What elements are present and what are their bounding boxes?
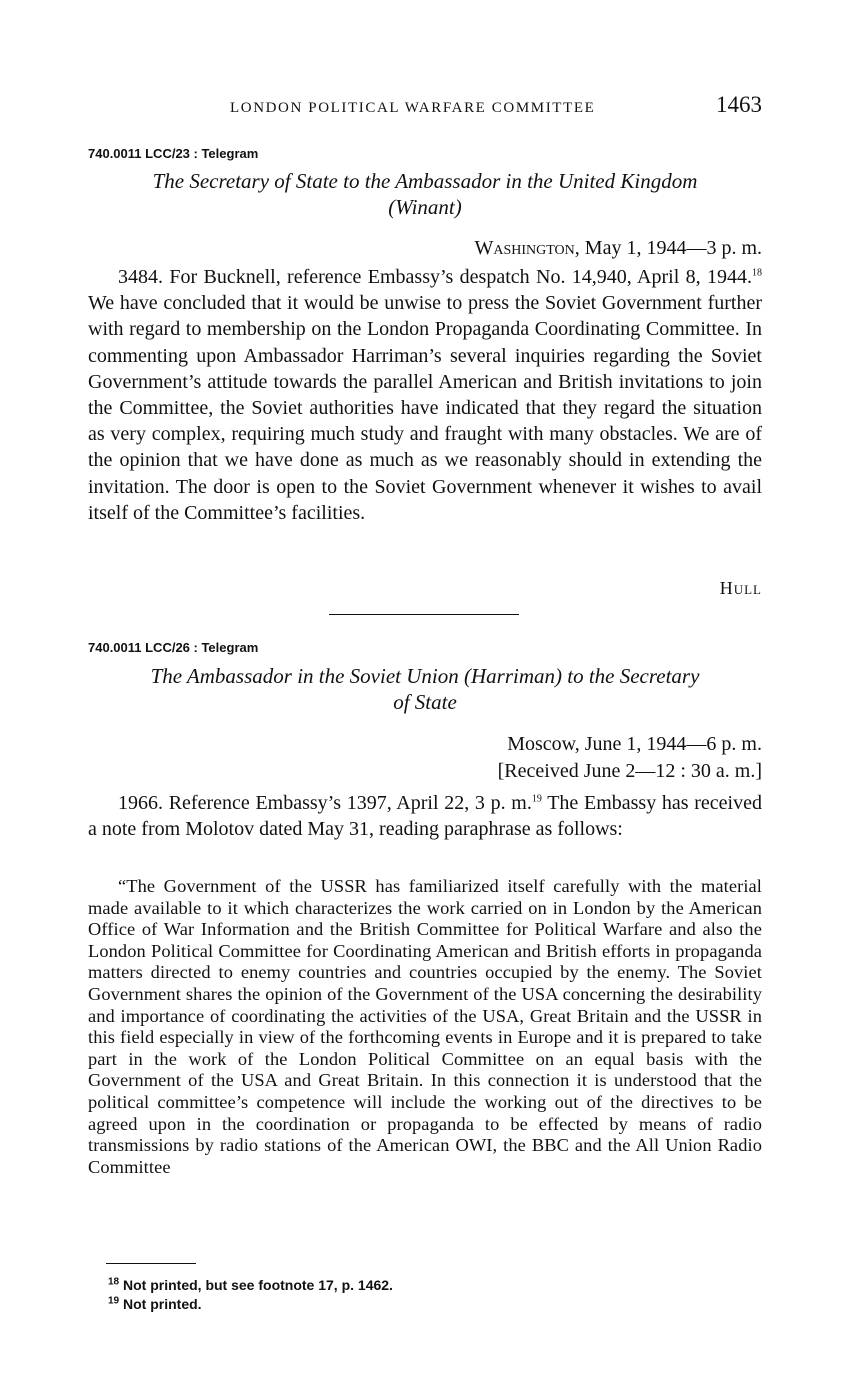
footnote-divider — [106, 1263, 196, 1264]
title-line: The Secretary of State to the Ambassador in the United Kingdom — [152, 169, 698, 193]
paragraph-text: The Embassy has received a note from Molotov dated May 31, reading paraphrase as follows: — [88, 792, 762, 841]
running-header — [88, 92, 762, 128]
body-paragraph — [88, 790, 762, 842]
dateline: Moscow, June 1, 1944—6 p. m. — [507, 733, 762, 755]
footnote-text: Not printed. — [119, 1296, 202, 1312]
title-line: The Ambassador in the Soviet Union (Harriman) to the Secretary — [150, 664, 700, 688]
paragraph-text: 3484. For Bucknell, reference Embassy’s despatch No. 14,940, April 8, 1944. — [118, 266, 752, 288]
paragraph-text: 1966. Reference Embassy’s 1397, April 22, 3 p. m. — [118, 792, 532, 814]
title-line: of State — [393, 690, 457, 714]
body-paragraph — [88, 264, 762, 526]
title-line: (Winant) — [388, 195, 462, 219]
dateline-date: , May 1, 1944—3 p. m. — [574, 237, 762, 259]
footnote — [108, 1277, 393, 1293]
dateline-place: Washington — [474, 237, 575, 259]
document-title — [88, 168, 762, 220]
footnote-number: 18 — [108, 1276, 120, 1288]
footnote — [108, 1296, 202, 1312]
document-title — [88, 663, 762, 715]
footnote-ref: 18 — [752, 267, 762, 279]
footnote-text: Not printed, but see footnote 17, p. 1462. — [119, 1277, 393, 1293]
footnote-number: 19 — [108, 1295, 120, 1307]
file-number: 740.0011 LCC/23 : Telegram — [88, 146, 259, 161]
quoted-note: “The Government of the USSR has familiarized itself carefully with the material made available to it which characterizes the work carried on in London by the American Office of War Information and the British Committee for Political Warfare and also the London Political Committee for Coordinating American and British efforts in propaganda matters directed to enemy countries and countries occupied by the enemy. The Soviet Government shares the opinion of the Government of the USA concerning the desirability and importance of coordinating the activities of the USA, Great Britain and the USSR in this field especially in view of the forthcoming events in Europe and it is prepared to take part in the work of the London Political Committee on an equal basis with the Government of the USA and Great Britain. In this connection it is understood that the political committee’s competence will include the working out of the directives to be agreed upon in the coordination or propaganda to be effected by means of radio transmissions by radio stations of the American OWI, the BBC and the All Union Radio Committee — [88, 876, 762, 1177]
footnote-ref: 19 — [531, 793, 542, 805]
paragraph-text: We have concluded that it would be unwise to press the Soviet Government further with regard to membership on the London Propaganda Coordinating Committee. In commenting upon Ambassador Harriman’s several inquiries regarding the Soviet Government’s attitude towards the parallel American and British invitations to join the Committee, the Soviet authorities have indicated that they regard the situation as very complex, requiring much study and fraught with many obstacles. We are of the opinion that we have done as much as we reasonably should in extending the invitation. The door is open to the Soviet Government whenever it wishes to avail itself of the Committee’s facilities. — [88, 292, 762, 524]
file-number: 740.0011 LCC/26 : Telegram — [88, 640, 259, 655]
page-number: 1463 — [716, 92, 762, 117]
received-line: [Received June 2—12 : 30 a. m.] — [497, 760, 762, 782]
signature: Hull — [719, 578, 762, 598]
dateline — [474, 237, 762, 260]
section-divider — [329, 614, 519, 615]
running-title: LONDON POLITICAL WARFARE COMMITTEE — [230, 100, 596, 116]
